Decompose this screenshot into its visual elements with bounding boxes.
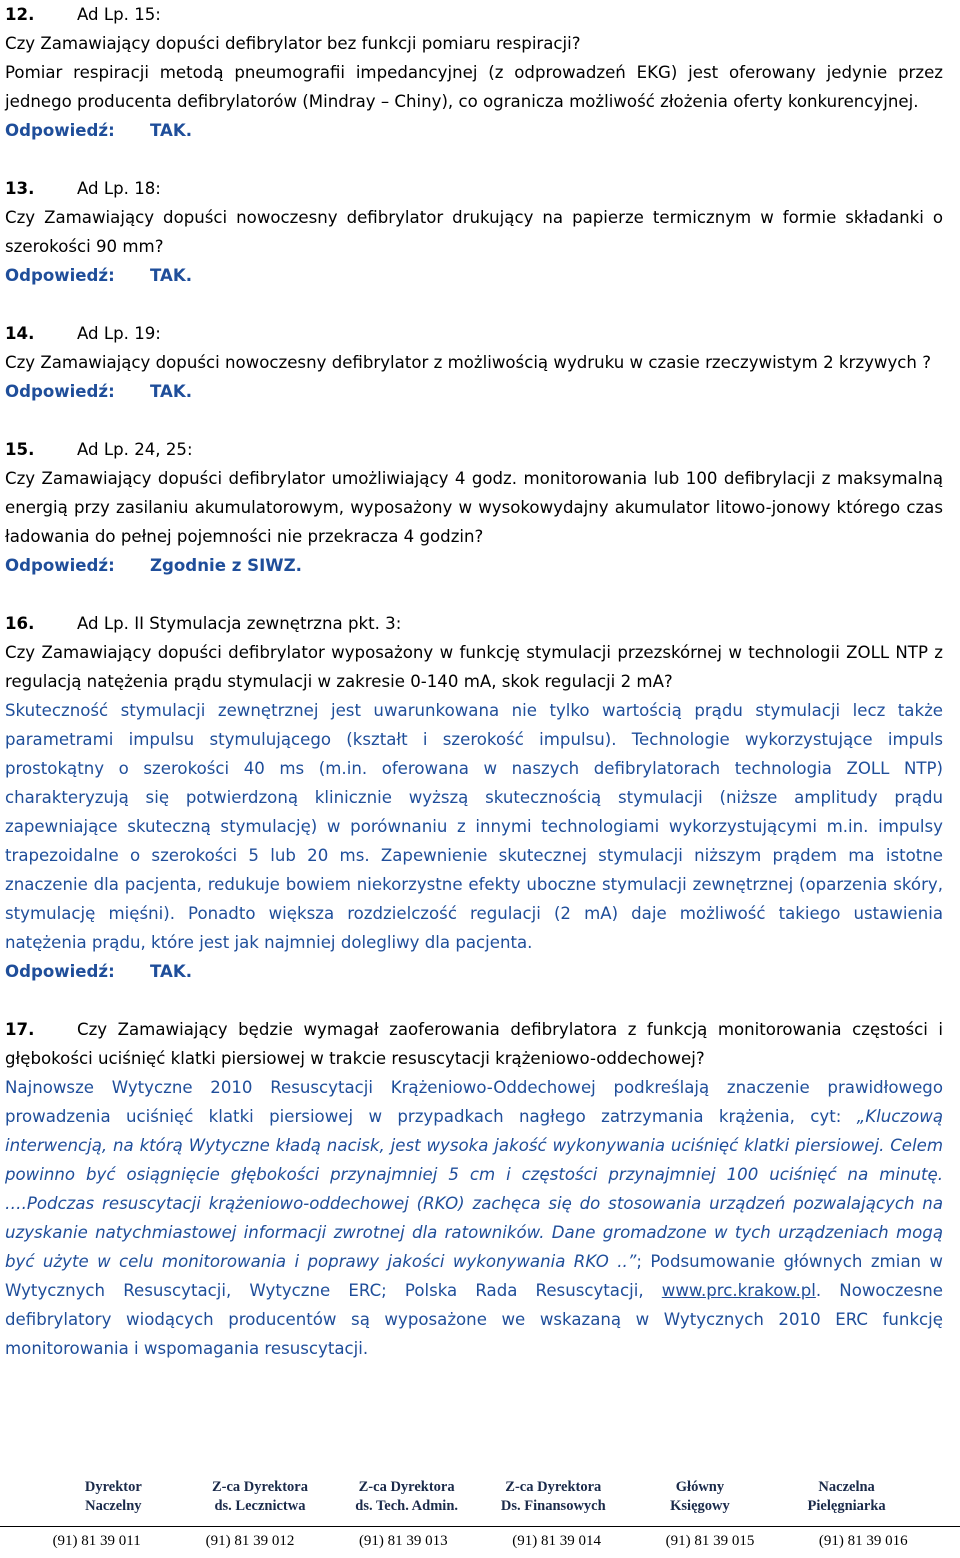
answer-label: Odpowiedź: bbox=[5, 266, 115, 285]
question-17-body bbox=[5, 1073, 943, 1363]
answer-label: Odpowiedź: bbox=[5, 962, 115, 981]
question-12-text: Czy Zamawiający dopuści defibrylator bez funkcji pomiaru respiracji? bbox=[5, 34, 581, 53]
footer-title-tech: Z-ca Dyrektora ds. Tech. Admin. bbox=[355, 1479, 459, 1514]
phone-director: (91) 81 39 011 bbox=[52, 1533, 141, 1549]
footer-title-medical: Z-ca Dyrektora ds. Lecznictwa bbox=[211, 1479, 308, 1514]
footer-title-director: Dyrektor Naczelny bbox=[84, 1479, 142, 1514]
question-number: 13. bbox=[5, 179, 35, 198]
question-number: 16. bbox=[5, 614, 35, 633]
question-12-body: Pomiar respiracji metodą pneumografii impedancyjnej (z odprowadzeń EKG) jest oferowany jedynie przez jednego producenta defibrylatorów (Mindray – Chiny), co ogranicza możliwość złożenia oferty konkurencyjnej. bbox=[5, 63, 943, 111]
answer-label: Odpowiedź: bbox=[5, 121, 115, 140]
answer-label: Odpowiedź: bbox=[5, 382, 115, 401]
answer-value: TAK. bbox=[150, 266, 193, 285]
question-15-text: Czy Zamawiający dopuści defibrylator umożliwiający 4 godz. monitorowania lub 100 defibrylacji z maksymalną energią przy zasilaniu akumulatorowym, wyposażony w wysokowydajny akumulator litowo-jonowy którego czas ładowania do pełnej pojemności nie przekracza 4 godzin? bbox=[5, 469, 943, 546]
question-13-answer bbox=[5, 261, 943, 290]
question-number: 15. bbox=[5, 440, 35, 459]
question-ref: Ad Lp. II Stymulacja zewnętrzna pkt. 3: bbox=[77, 614, 402, 633]
phone-nurse: (91) 81 39 016 bbox=[818, 1533, 908, 1549]
question-16-answer bbox=[5, 957, 943, 986]
answer-value: TAK. bbox=[150, 962, 193, 981]
question-17 bbox=[5, 1015, 943, 1073]
guideline-quote: „Kluczową interwencją, na którą Wytyczne kładą nacisk, jest wysoka jakość wykonywania uciśnięć klatki piersiowej. Celem powinno być osiągnięcie głębokości przynajmniej 5 cm i częstości przynajmniej 100 uciśnięć na minutę. ….Podczas resuscytacji krążeniowo-oddechowej (RKO) zachęca się do stosowania urządzeń pozwalających na uzyskanie natychmiastowej informacji zwrotnej dla ratowników. Dane gromadzone w tych urządzeniach mogą być użyte w celu monitorowania i poprawy jakości wykonywania RKO ..” bbox=[5, 1107, 943, 1271]
question-15-header bbox=[5, 435, 943, 464]
phone-medical: (91) 81 39 012 bbox=[205, 1533, 295, 1549]
footer-phones bbox=[0, 1533, 960, 1550]
question-ref: Ad Lp. 15: bbox=[77, 5, 161, 24]
question-13-text: Czy Zamawiający dopuści nowoczesny defibrylator drukujący na papierze termicznym w formie składanki o szerokości 90 mm? bbox=[5, 208, 943, 256]
footer-title-finance: Z-ca Dyrektora Ds. Finansowych bbox=[500, 1479, 606, 1514]
footer bbox=[0, 1478, 960, 1550]
phone-accountant: (91) 81 39 015 bbox=[665, 1533, 755, 1549]
body-mid: ; Podsumowanie głównych zmian w Wytycznych Resuscytacji, Wytyczne ERC; Polska Rada Resuscytacji, bbox=[5, 1252, 943, 1300]
document-page bbox=[5, 0, 943, 1363]
question-ref: Ad Lp. 19: bbox=[77, 324, 161, 343]
question-16-body: Skuteczność stymulacji zewnętrznej jest uwarunkowana nie tylko wartością prądu stymulacji lecz także parametrami impulsu stymulującego (kształt i szerokość impulsu). Technologie wykorzystujące impuls prostokątny o szerokości 40 ms (m.in. oferowana w naszych defibrylatorach technologia ZOLL NTP) charakteryzują się potwierdzoną klinicznie wyższą skutecznością stymulacji (niższe amplitudy prądu zapewniające skuteczną stymulację) w porównaniu z innymi technologiami wykorzystującymi m.in. impulsy trapezoidalne o szerokości 5 lub 20 ms. Zapewnienie skutecznej stymulacji niższym prądem ma istotne znaczenie dla pacjenta, redukuje bowiem niekorzystne efekty uboczne stymulacji zewnętrznej (oparzenia skóry, stymulację mięśni). Ponadto większa rozdzielczość regulacji (2 mA) daje możliwość takiego ustawienia natężenia prądu, które jest jak najmniej dolegliwy dla pacjenta. bbox=[5, 701, 943, 952]
footer-titles bbox=[0, 1478, 960, 1516]
phone-tech: (91) 81 39 013 bbox=[358, 1533, 448, 1549]
prc-link[interactable]: www.prc.krakow.pl bbox=[661, 1281, 816, 1300]
question-14-answer bbox=[5, 377, 943, 406]
question-14-header bbox=[5, 319, 943, 348]
footer-title-nurse: Naczelna Pielęgniarka bbox=[807, 1479, 886, 1514]
question-number: 14. bbox=[5, 324, 35, 343]
question-16-header bbox=[5, 609, 943, 638]
question-15-answer bbox=[5, 551, 943, 580]
body-end: . Nowoczesne defibrylatory wiodących producentów są wyposażone we wskazaną w Wytycznych 2010 ERC funkcję monitorowania i wspomagania resuscytacji. bbox=[5, 1281, 943, 1358]
question-ref: Ad Lp. 18: bbox=[77, 179, 161, 198]
question-number: 17. bbox=[5, 1020, 35, 1039]
question-17-text: Czy Zamawiający będzie wymagał zaoferowania defibrylatora z funkcją monitorowania częstości i głębokości uciśnięć klatki piersiowej w trakcie resuscytacji krążeniowo-oddechowej? bbox=[5, 1020, 943, 1068]
footer-divider bbox=[0, 1526, 960, 1527]
question-12-header bbox=[5, 0, 943, 29]
answer-value: TAK. bbox=[150, 382, 193, 401]
body-start: Najnowsze Wytyczne 2010 Resuscytacji Krążeniowo-Oddechowej podkreślają znaczenie prawidłowego prowadzenia uciśnięć klatki piersiowej w przypadkach nagłego zatrzymania krążenia, cyt: bbox=[5, 1078, 943, 1126]
question-ref: Ad Lp. 24, 25: bbox=[77, 440, 193, 459]
footer-title-accountant: Główny Księgowy bbox=[670, 1479, 730, 1514]
question-14-text: Czy Zamawiający dopuści nowoczesny defibrylator z możliwością wydruku w czasie rzeczywistym 2 krzywych ? bbox=[5, 353, 932, 372]
question-13-header bbox=[5, 174, 943, 203]
answer-value: Zgodnie z SIWZ. bbox=[150, 556, 302, 575]
answer-value: TAK. bbox=[150, 121, 193, 140]
phone-finance: (91) 81 39 014 bbox=[512, 1533, 602, 1549]
question-number: 12. bbox=[5, 5, 35, 24]
question-12-answer bbox=[5, 116, 943, 145]
answer-label: Odpowiedź: bbox=[5, 556, 115, 575]
question-16-text: Czy Zamawiający dopuści defibrylator wyposażony w funkcję stymulacji przezskórnej w technologii ZOLL NTP z regulacją natężenia prądu stymulacji w zakresie 0-140 mA, skok regulacji 2 mA? bbox=[5, 643, 943, 691]
